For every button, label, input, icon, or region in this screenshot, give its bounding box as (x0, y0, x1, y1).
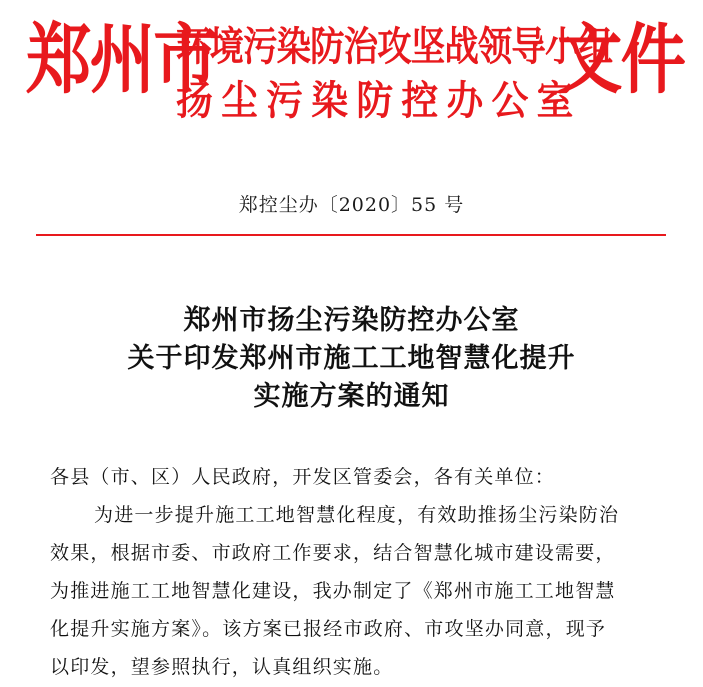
title-line-1: 郑州市扬尘污染防控办公室 (183, 305, 520, 336)
body-line: 以印发，望参照执行，认真组织实施。 (50, 656, 394, 678)
body-line: 为推进施工工地智慧化建设，我办制定了《郑州市施工工地智慧 (50, 580, 616, 602)
document-title (0, 302, 703, 416)
letterhead-org: 郑州市 (26, 15, 217, 104)
title-line-2: 关于印发郑州市施工工地智慧化提升 (127, 343, 576, 374)
document-number: 郑控尘办〔2020〕55 号 (238, 194, 465, 216)
body-line: 为进一步提升施工工地智慧化程度，有效助推扬尘污染防治 (94, 504, 620, 526)
red-divider-rule (36, 234, 666, 236)
letterhead-line-1: 环境污染防治攻坚战领导小组 (176, 23, 613, 70)
document-body (50, 458, 680, 686)
salutation: 各县（市、区）人民政府，开发区管委会，各有关单位： (50, 466, 556, 488)
body-line: 效果，根据市委、市政府工作要求，结合智慧化城市建设需要， (50, 542, 616, 564)
body-line: 化提升实施方案》。该方案已报经市政府、市攻坚办同意，现予 (50, 618, 607, 640)
title-line-3: 实施方案的通知 (253, 381, 450, 412)
letterhead-departments (176, 20, 613, 128)
letterhead-line-2: 扬尘污染防控办公室 (176, 77, 582, 124)
letterhead-doc-type: 文件 (557, 15, 685, 104)
